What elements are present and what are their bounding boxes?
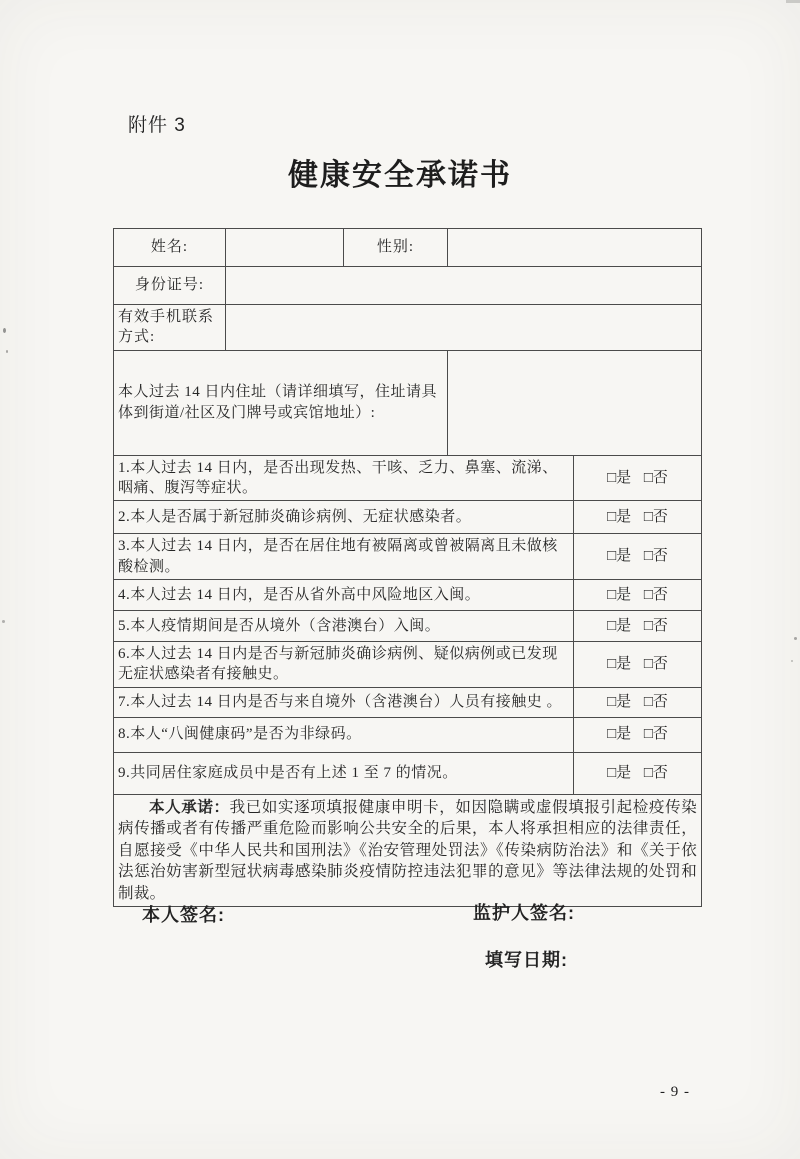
yes-checkbox-option: □是 [607, 617, 632, 634]
name-value-cell [226, 229, 344, 267]
id-value-cell [226, 267, 702, 305]
no-checkbox-option: □否 [643, 764, 668, 781]
commitment-text: 我已如实逐项填报健康申明卡，如因隐瞒或虚假填报引起检疫传染病传播或者有传播严重危险而影响公共安全的后果，本人将承担相应的法律责任，自愿接受《中华人民共和国刑法》《治安管理处罚法》《传染病防治法》和《关于依法惩治妨害新型冠状病毒感染肺炎疫情防控违法犯罪的意见》等法律法规的处罚和制裁。 [118, 798, 697, 902]
question-row [114, 455, 702, 501]
commitment-cell [114, 794, 702, 907]
scan-speck [794, 637, 797, 640]
fill-date-label: 填写日期: [485, 950, 568, 970]
yes-no-cell [574, 455, 702, 501]
question-text: 4.本人过去 14 日内，是否从省外高中风险地区入闽。 [114, 580, 574, 611]
no-checkbox-option: □否 [643, 586, 668, 603]
health-commitment-table [113, 228, 702, 907]
question-row [114, 752, 702, 794]
question-row [114, 687, 702, 717]
address-label-cell: 本人过去 14 日内住址（请详细填写，住址请具体到街道/社区及门牌号或宾馆地址）: [114, 350, 448, 455]
question-text: 3.本人过去 14 日内，是否在居住地有被隔离或曾被隔离且未做核酸检测。 [114, 534, 574, 580]
commitment-lead: 本人承诺： [149, 798, 230, 816]
gender-label-cell: 性别: [344, 229, 448, 267]
question-row [114, 611, 702, 642]
question-text: 1.本人过去 14 日内，是否出现发热、干咳、乏力、鼻塞、流涕、咽痛、腹泻等症状。 [114, 455, 574, 501]
self-signature-label: 本人签名: [142, 905, 225, 925]
yes-checkbox-option: □是 [607, 469, 632, 486]
yes-no-cell [574, 534, 702, 580]
no-checkbox-option: □否 [643, 508, 668, 525]
no-checkbox-option: □否 [643, 693, 668, 710]
scan-speck [791, 660, 793, 662]
yes-no-cell [574, 611, 702, 642]
question-text: 8.本人“八闽健康码”是否为非绿码。 [114, 717, 574, 752]
question-text: 7.本人过去 14 日内是否与来自境外（含港澳台）人员有接触史 。 [114, 687, 574, 717]
commitment-paragraph [118, 797, 697, 905]
scan-speck [2, 620, 5, 623]
yes-no-cell [574, 501, 702, 534]
yes-checkbox-option: □是 [607, 586, 632, 603]
question-row [114, 534, 702, 580]
yes-checkbox-option: □是 [607, 508, 632, 525]
yes-no-cell [574, 717, 702, 752]
question-row [114, 501, 702, 534]
scan-speck [3, 328, 6, 333]
page-title: 健康安全承诺书 [288, 159, 512, 192]
yes-checkbox-option: □是 [607, 726, 632, 743]
yes-no-cell [574, 580, 702, 611]
yes-no-cell [574, 642, 702, 688]
yes-checkbox-option: □是 [607, 764, 632, 781]
yes-no-cell [574, 752, 702, 794]
attachment-label: 附件 3 [128, 115, 186, 136]
id-label-cell: 身份证号: [114, 267, 226, 305]
yes-checkbox-option: □是 [607, 656, 632, 673]
question-text: 2.本人是否属于新冠肺炎确诊病例、无症状感染者。 [114, 501, 574, 534]
no-checkbox-option: □否 [643, 469, 668, 486]
guardian-signature-label: 监护人签名: [473, 903, 575, 923]
table-row-address [114, 350, 702, 455]
table-row-phone [114, 305, 702, 351]
question-text: 6.本人过去 14 日内是否与新冠肺炎确诊病例、疑似病例或已发现无症状感染者有接触史。 [114, 642, 574, 688]
question-text: 5.本人疫情期间是否从境外（含港澳台）入闽。 [114, 611, 574, 642]
yes-no-cell [574, 687, 702, 717]
no-checkbox-option: □否 [643, 617, 668, 634]
scan-speck [6, 350, 8, 353]
phone-value-cell [226, 305, 702, 351]
table-row-id [114, 267, 702, 305]
scan-speck [786, 0, 800, 3]
gender-value-cell [448, 229, 702, 267]
yes-checkbox-option: □是 [607, 548, 632, 565]
no-checkbox-option: □否 [643, 726, 668, 743]
address-value-cell [448, 350, 702, 455]
no-checkbox-option: □否 [643, 656, 668, 673]
question-text: 9.共同居住家庭成员中是否有上述 1 至 7 的情况。 [114, 752, 574, 794]
question-row [114, 642, 702, 688]
question-row [114, 717, 702, 752]
no-checkbox-option: □否 [643, 548, 668, 565]
phone-label-cell: 有效手机联系方式: [114, 305, 226, 351]
commitment-row [114, 794, 702, 907]
question-row [114, 580, 702, 611]
name-label-cell: 姓名: [114, 229, 226, 267]
page-number: - 9 - [660, 1084, 690, 1100]
yes-checkbox-option: □是 [607, 693, 632, 710]
table-row-name-gender [114, 229, 702, 267]
